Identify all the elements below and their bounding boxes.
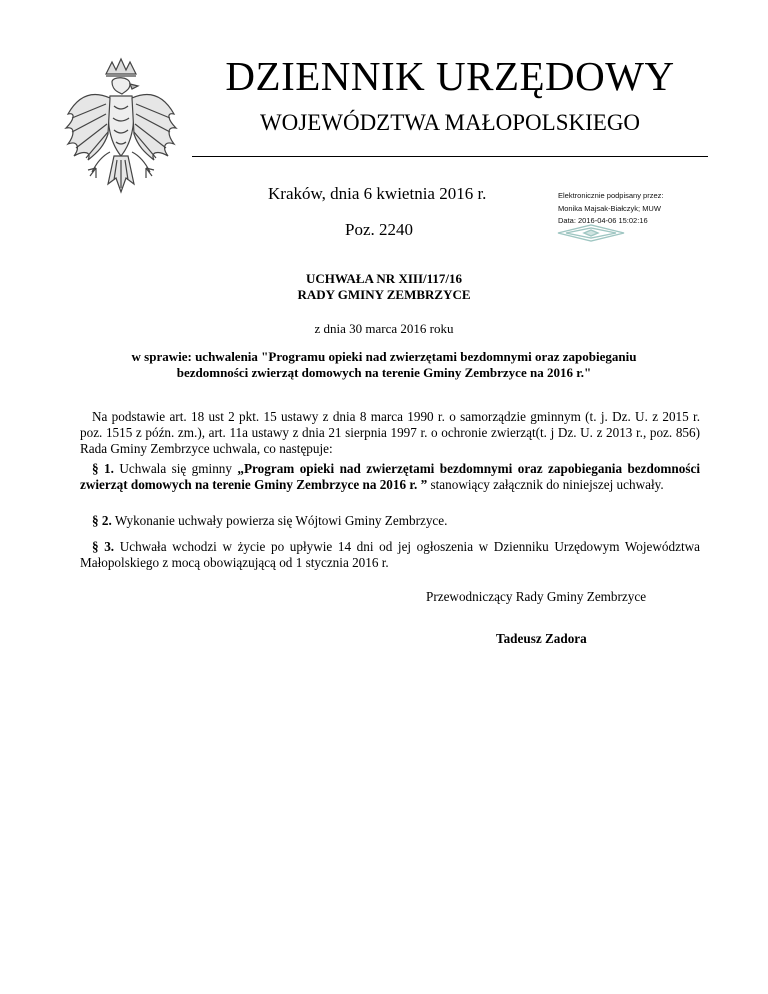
section-2-paragraph bbox=[80, 513, 700, 529]
act-subject-line-2: bezdomności zwierząt domowych na terenie Gminy Zembrzyce na 2016 r." bbox=[176, 365, 592, 380]
preamble-paragraph bbox=[80, 409, 700, 457]
section-2-text: Wykonanie uchwały powierza się Wójtowi Gminy Zembrzyce. bbox=[111, 513, 448, 528]
act-subject bbox=[0, 349, 768, 381]
chairman-title: Przewodniczący Rady Gminy Zembrzyce bbox=[426, 589, 647, 604]
act-number: UCHWAŁA NR XIII/117/16 bbox=[305, 271, 463, 286]
electronic-signature-block bbox=[558, 190, 718, 228]
act-date: z dnia 30 marca 2016 roku bbox=[314, 321, 454, 336]
signature-line-1: Elektronicznie podpisany przez: bbox=[558, 191, 664, 200]
act-subject-line-1: w sprawie: uchwalenia "Programu opieki nad zwierzętami bezdomnymi oraz zapobieganiu bbox=[131, 349, 637, 364]
position-number: Poz. 2240 bbox=[345, 220, 413, 239]
section-1-program-title: „Program opieki nad zwierzętami bezdomnymi oraz zapobiegania bezdomności zwierząt domowych na terenie Gminy Zembrzyce na 2016 r. ” bbox=[80, 461, 700, 492]
place-date: Kraków, dnia 6 kwietnia 2016 r. bbox=[268, 184, 487, 203]
preamble-text: Na podstawie art. 18 ust 2 pkt. 15 ustawy z dnia 8 marca 1990 r. o samorządzie gminnym (t. j. Dz. U. z 2015 r. poz. 1515 z późn. zm.), art. 11a ustawy z dnia 21 sierpnia 1997 r. o ochronie zwierząt(t. j Dz. U. z 2013 r., poz. 856) Rada Gminy Zembrzyce uchwala, co następuje: bbox=[80, 409, 700, 456]
e-signature-mark-icon bbox=[556, 224, 626, 242]
gazette-subtitle: WOJEWÓDZTWA MAŁOPOLSKIEGO bbox=[259, 110, 641, 135]
section-3-text: Uchwała wchodzi w życie po upływie 14 dni od jej ogłoszenia w Dzienniku Urzędowym Województwa Małopolskiego z mocą obowiązującą od 1 stycznia 2016 r. bbox=[80, 539, 700, 570]
section-3-paragraph bbox=[80, 539, 700, 571]
chairman-name: Tadeusz Zadora bbox=[496, 631, 587, 646]
gazette-title: DZIENNIK URZĘDOWY bbox=[225, 53, 675, 99]
act-authority: RADY GMINY ZEMBRZYCE bbox=[297, 287, 471, 302]
signature-line-3: Data: 2016-04-06 15:02:16 bbox=[558, 216, 648, 225]
section-1-label: § 1. bbox=[92, 461, 114, 476]
section-1-outro: stanowiący załącznik do niniejszej uchwały. bbox=[427, 477, 664, 492]
signature-line-2: Monika Majsak-Białczyk; MUW bbox=[558, 203, 661, 213]
section-2-label: § 2. bbox=[92, 513, 112, 528]
section-1-intro: Uchwala się gminny bbox=[113, 461, 238, 476]
header-divider bbox=[192, 156, 708, 157]
polish-eagle-emblem-icon bbox=[62, 56, 180, 204]
section-3-label: § 3. bbox=[92, 539, 115, 554]
section-1-paragraph bbox=[80, 461, 700, 493]
